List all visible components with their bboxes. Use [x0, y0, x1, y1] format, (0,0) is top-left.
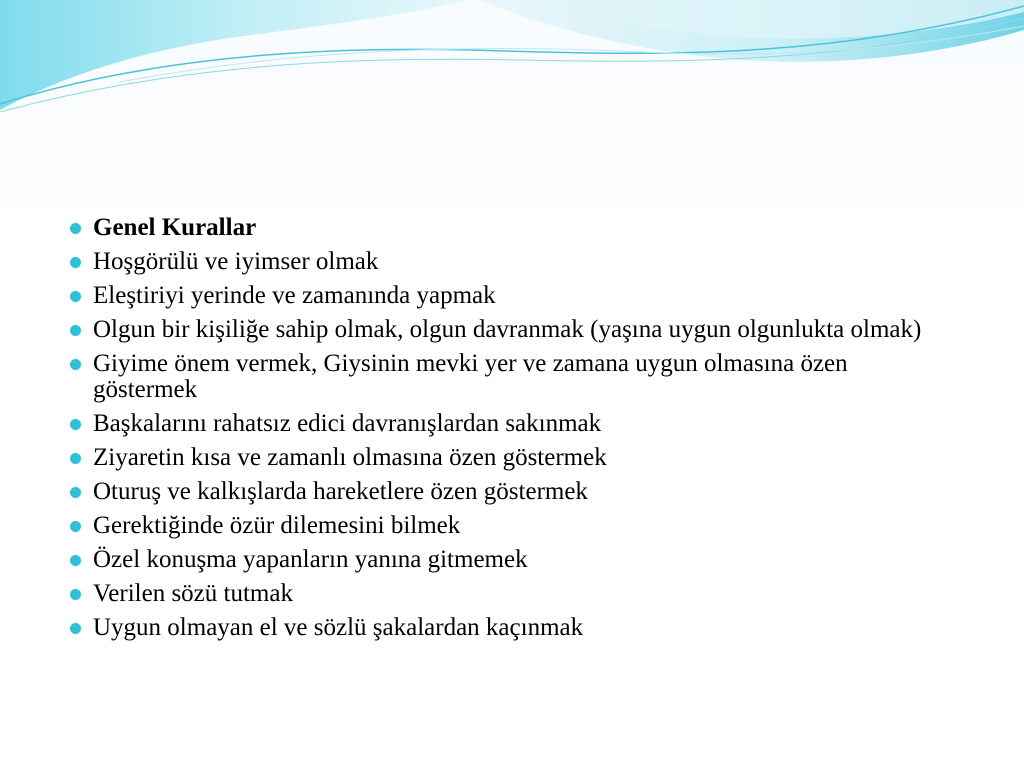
bullet-list — [70, 215, 950, 649]
bullet-text: Verilen sözü tutmak — [93, 580, 293, 607]
bullet-item — [70, 547, 950, 573]
bullet-dot-icon — [70, 623, 81, 634]
bullet-item — [70, 411, 950, 437]
bullet-text: Ziyaretin kısa ve zamanlı olmasına özen göstermek — [93, 444, 607, 471]
bullet-item — [70, 513, 950, 539]
bullet-item — [70, 581, 950, 607]
bullet-text: Hoşgörülü ve iyimser olmak — [93, 248, 379, 275]
bullet-text: Başkalarını rahatsız edici davranışlardan sakınmak — [93, 410, 602, 437]
bullet-dot-icon — [70, 291, 81, 302]
bullet-text: Olgun bir kişiliğe sahip olmak, olgun davranmak (yaşına uygun olgunlukta olmak) — [93, 316, 922, 343]
bullet-text: Eleştiriyi yerinde ve zamanında yapmak — [93, 282, 496, 309]
bullet-text: Gerektiğinde özür dilemesini bilmek — [93, 512, 461, 539]
bullet-dot-icon — [70, 555, 81, 566]
bullet-item — [70, 615, 950, 641]
bullet-item — [70, 317, 950, 343]
bullet-item — [70, 215, 950, 241]
bullet-text: Özel konuşma yapanların yanına gitmemek — [93, 546, 528, 573]
bullet-dot-icon — [70, 487, 81, 498]
bullet-item — [70, 351, 950, 403]
bullet-dot-icon — [70, 325, 81, 336]
bullet-dot-icon — [70, 359, 81, 370]
bullet-text: Oturuş ve kalkışlarda hareketlere özen göstermek — [93, 478, 588, 505]
bullet-dot-icon — [70, 419, 81, 430]
bullet-item — [70, 445, 950, 471]
bullet-dot-icon — [70, 223, 81, 234]
header-wave-decoration — [0, 0, 1024, 130]
bullet-item — [70, 479, 950, 505]
bullet-dot-icon — [70, 257, 81, 268]
bullet-dot-icon — [70, 453, 81, 464]
bullet-dot-icon — [70, 521, 81, 532]
bullet-dot-icon — [70, 589, 81, 600]
bullet-text: Genel Kurallar — [93, 214, 257, 241]
bullet-item — [70, 249, 950, 275]
bullet-text: Giyime önem vermek, Giysinin mevki yer ve zamana uygun olmasına özen göstermek — [93, 350, 848, 403]
bullet-text: Uygun olmayan el ve sözlü şakalardan kaçınmak — [93, 614, 584, 641]
bullet-item — [70, 283, 950, 309]
